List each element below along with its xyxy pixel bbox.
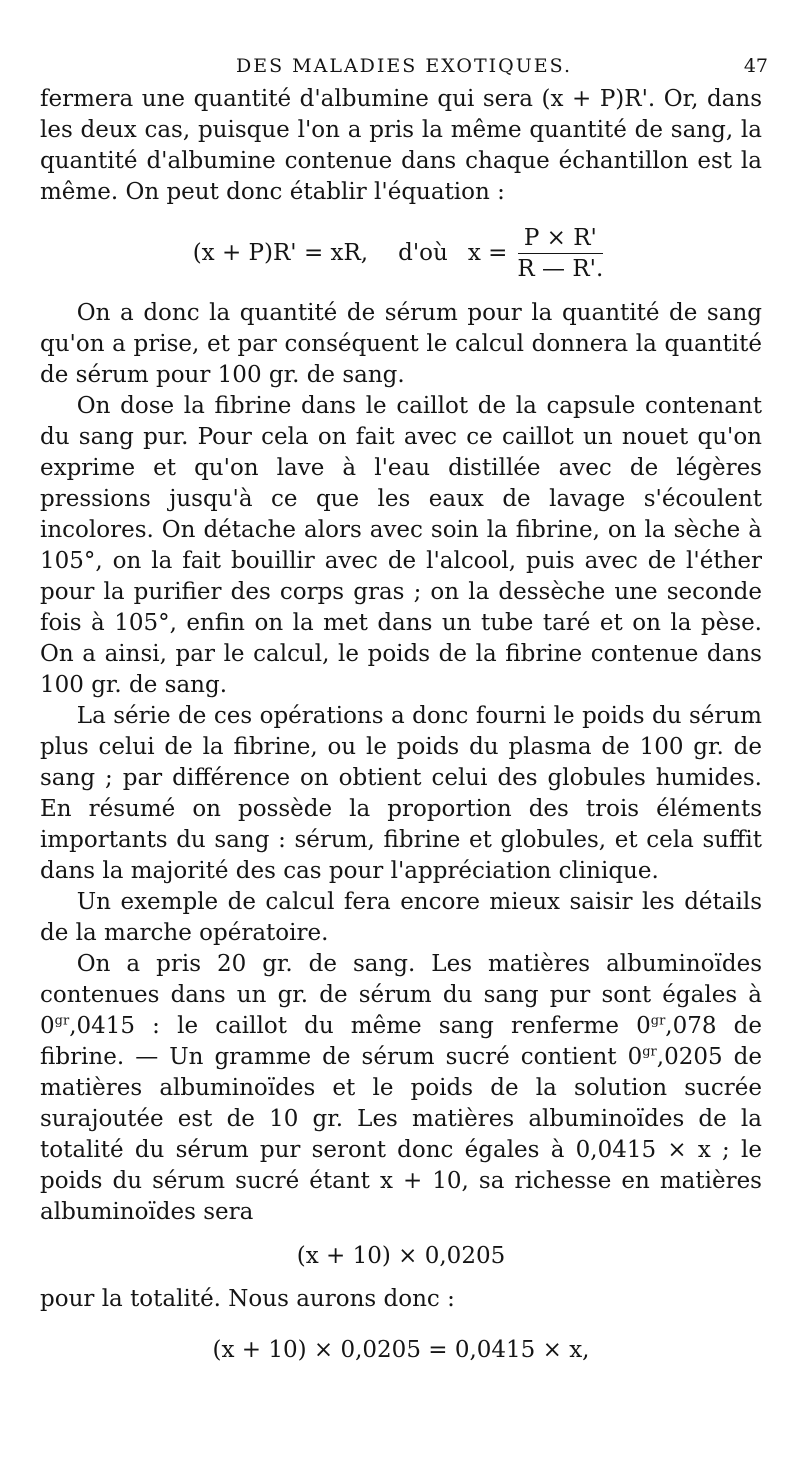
page-body — [40, 84, 762, 1385]
paragraph-6 — [40, 949, 762, 1228]
fraction-denominator: R — R'. — [517, 255, 604, 282]
equation-1-lhs: (x + P)R' = xR, — [192, 239, 369, 266]
equation-1-fraction — [511, 225, 609, 282]
p6-part-c: ,078 de fibrine. — Un gramme de sérum sucré contient 0 — [40, 1013, 762, 1070]
equation-1-x: x = — [467, 239, 508, 266]
unit-gr-3: gr — [642, 1044, 657, 1060]
p6-part-d: ,0205 de matières albuminoïdes et le poids de la solution sucrée surajoutée est de 10 gr. Les matières albuminoïdes de la totalité du sérum pur seront donc égales à 0,0415 × x ; le poids du sérum sucré étant x + 10, sa richesse en matières albuminoïdes sera — [40, 1044, 762, 1225]
equation-1-connector: d'où — [398, 239, 448, 266]
page-header — [40, 55, 768, 85]
equation-3: (x + 10) × 0,0205 = 0,0415 × x, — [212, 1337, 590, 1363]
paragraph-3: On dose la fibrine dans le caillot de la capsule contenant du sang pur. Pour cela on fait avec ce caillot un nouet qu'on exprime et qu'on lave à l'eau distillée avec de légères pressions jusqu'à ce que les eaux de lavage s'écoulent incolores. On détache alors avec soin la fibrine, on la sèche à 105°, on la fait bouillir avec de l'alcool, puis avec de l'éther pour la purifier des corps gras ; on la dessèche une seconde fois à 105°, enfin on la met dans un tube taré et on la pèse. On a ainsi, par le calcul, le poids de la fibrine contenue dans 100 gr. de sang. — [40, 393, 762, 698]
paragraph-4: La série de ces opérations a donc fourni le poids du sérum plus celui de la fibrine, ou le poids du plasma de 100 gr. de sang ; par différence on obtient celui des globules humides. En résumé on possède la proportion des trois éléments importants du sang : sérum, fibrine et globules, et cela suffit dans la majorité des cas pour l'appréciation clinique. — [40, 703, 762, 884]
paragraph-7: pour la totalité. Nous aurons donc : — [40, 1286, 455, 1312]
p6-part-a: On a pris 20 gr. de sang. Les matières albuminoïdes contenues dans un gr. de sérum du sang pur sont égales à 0 — [40, 951, 762, 1039]
running-title: DES MALADIES EXOTIQUES. — [236, 55, 572, 77]
equation-1 — [40, 208, 762, 298]
unit-gr-2: gr — [650, 1013, 666, 1029]
page-number: 47 — [743, 55, 768, 77]
equation-2: (x + 10) × 0,0205 — [296, 1243, 506, 1269]
p6-part-b: ,0415 : le caillot du même sang renferme 0 — [69, 1013, 651, 1039]
paragraph-1: fermera une quantité d'albumine qui sera (x + P)R'. Or, dans les deux cas, puisque l'on a pris la même quantité de sang, la quantité d'albumine contenue dans chaque échantillon est la même. On peut donc établir l'équation : — [40, 86, 762, 205]
paragraph-5: Un exemple de calcul fera encore mieux saisir les détails de la marche opératoire. — [40, 889, 762, 946]
paragraph-2: On a donc la quantité de sérum pour la quantité de sang qu'on a prise, et par conséquent le calcul donnera la quantité de sérum pour 100 gr. de sang. — [40, 300, 762, 388]
unit-gr-1: gr — [54, 1013, 70, 1029]
fraction-numerator: P × R' — [518, 225, 603, 254]
